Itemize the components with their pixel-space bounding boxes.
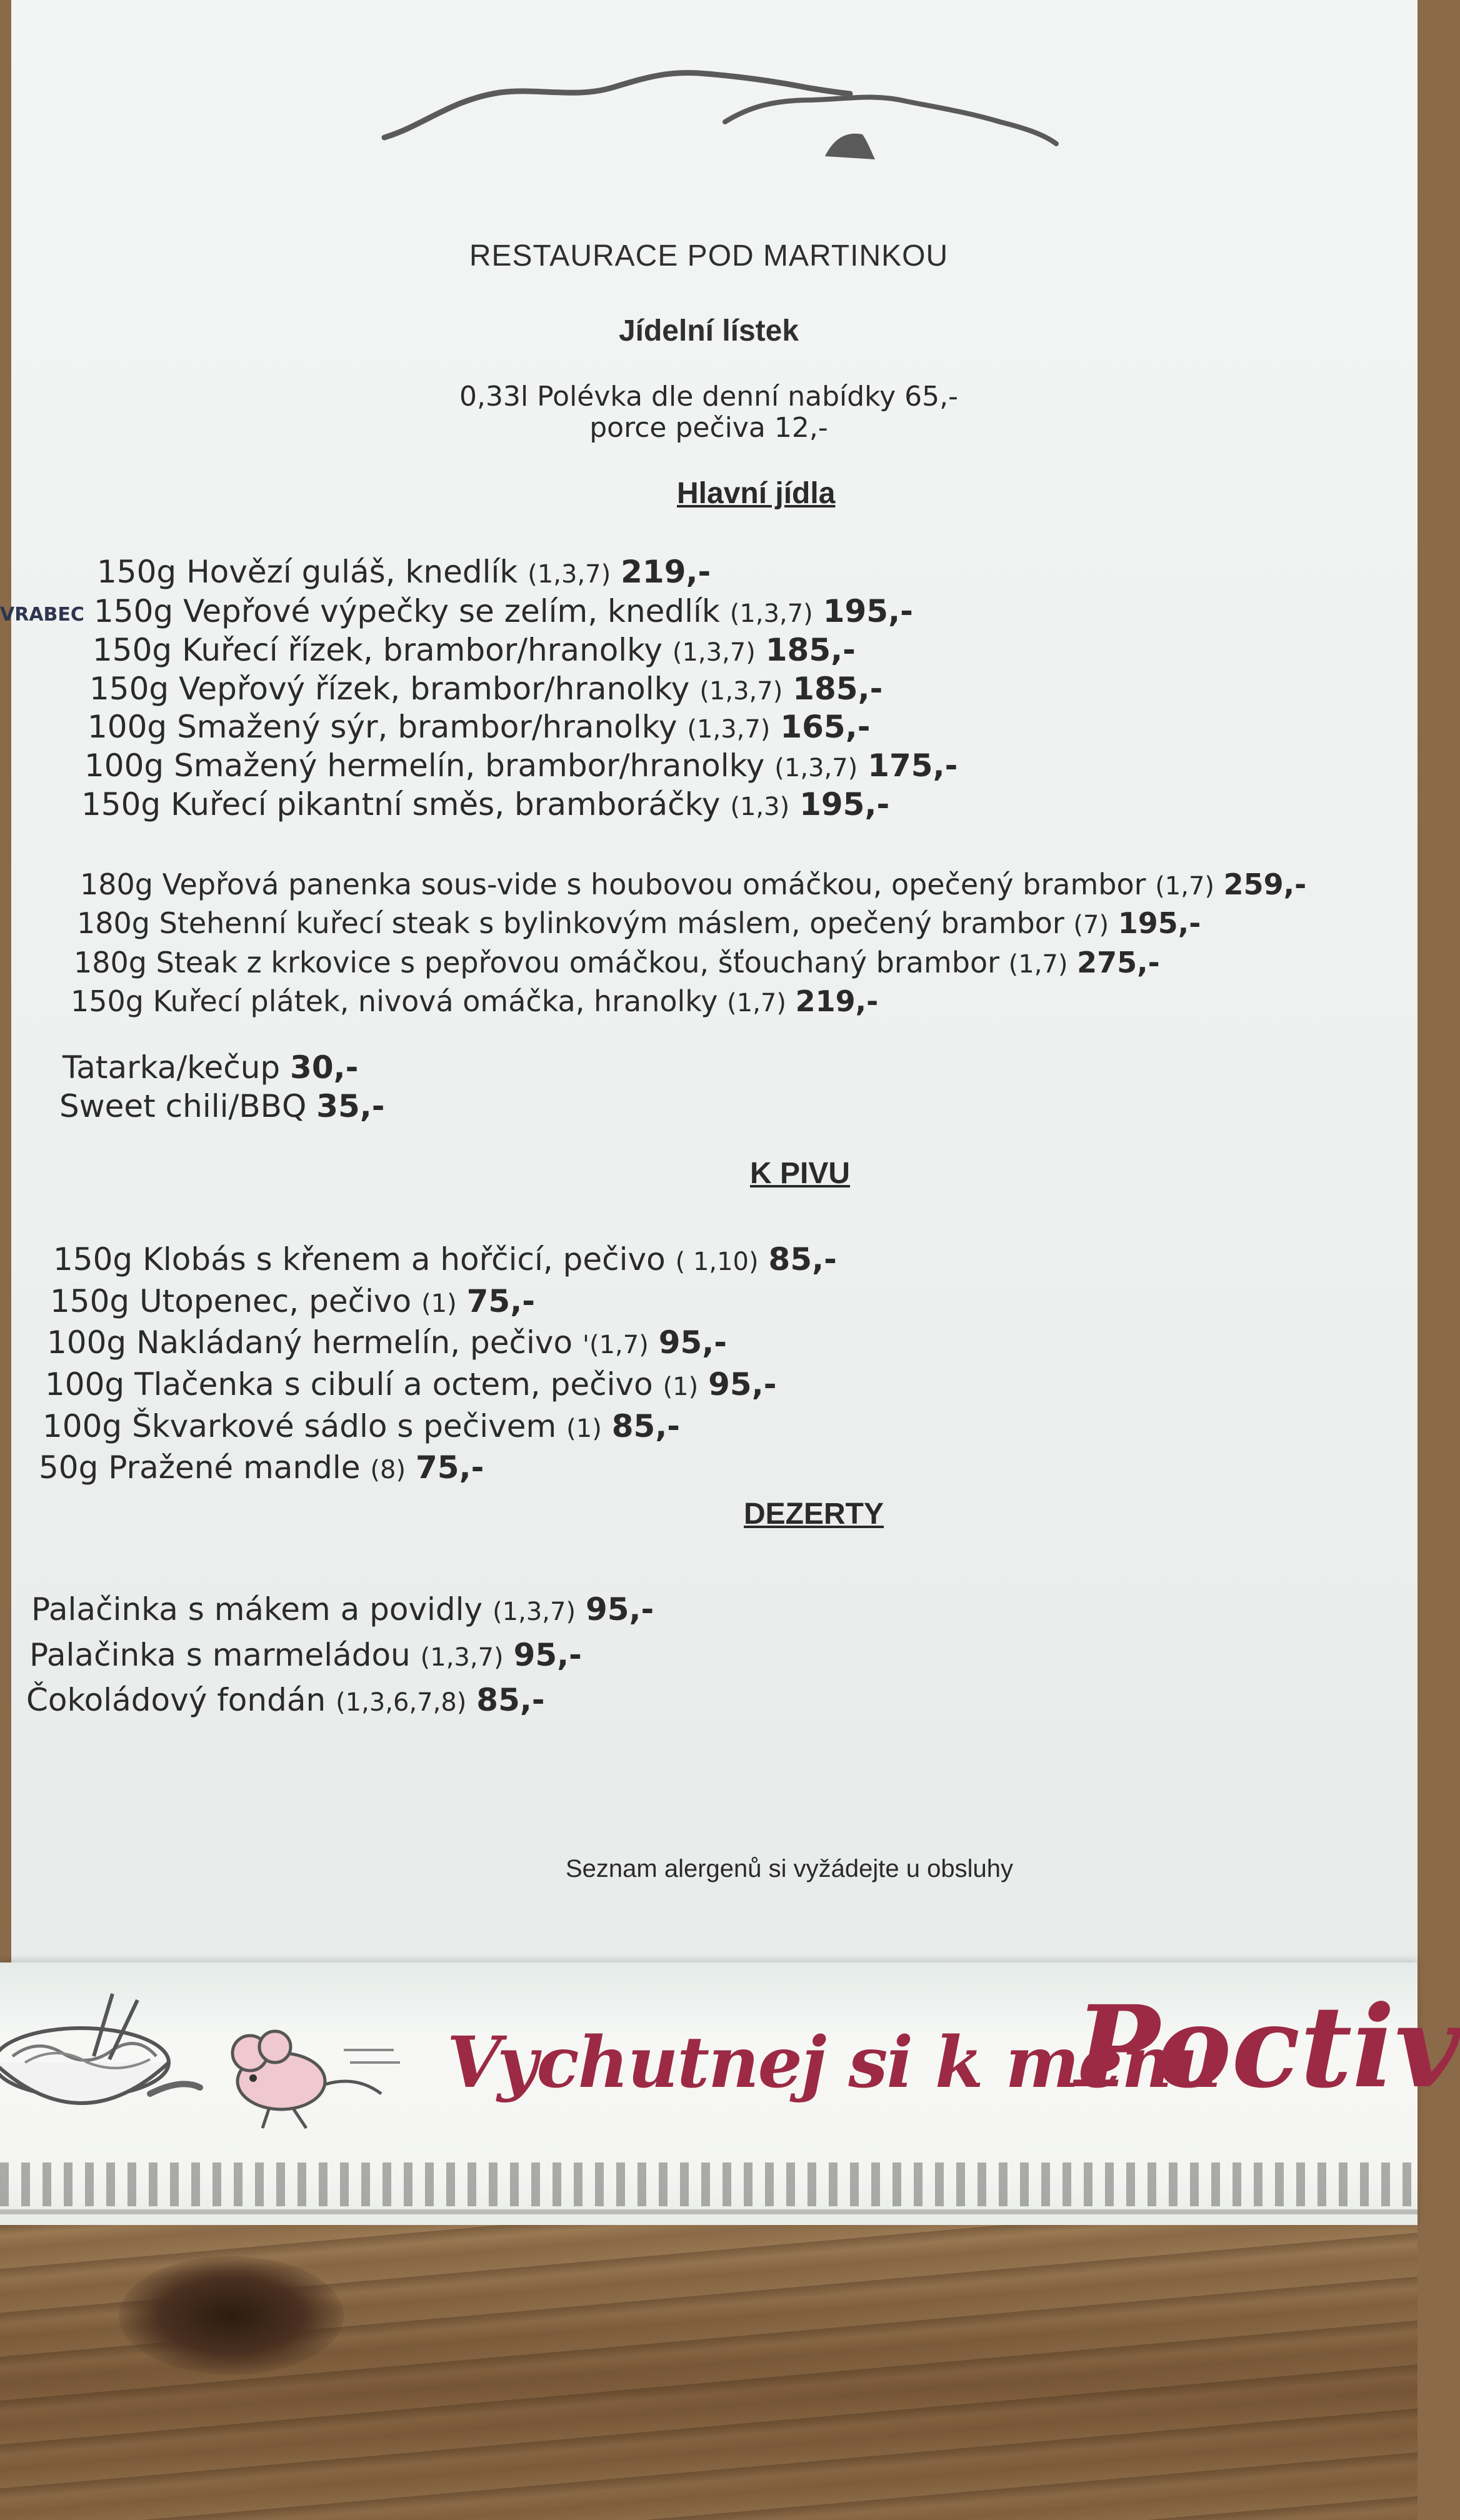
item-name: 100g Smažený sýr, brambor/hranolky: [88, 709, 678, 745]
item-price: 85,-: [768, 1241, 837, 1278]
item-allergens: (1,3): [730, 792, 790, 821]
bread-line: porce pečiva 12,-: [589, 412, 828, 444]
item-name: 150g Kuřecí pikantní směs, bramboráčky: [81, 786, 721, 822]
section-beer-snacks: K PIVU: [750, 1157, 851, 1190]
item-price: 35,-: [316, 1088, 385, 1124]
item-name: 50g Pražené mandle: [39, 1449, 361, 1486]
menu-item: [88, 708, 870, 748]
item-allergens: (1): [662, 1372, 699, 1401]
menu-item: [92, 631, 856, 671]
item-allergens: (1,3,7): [528, 560, 611, 589]
item-allergens: (1,3,7): [687, 715, 771, 744]
menu-item: [81, 786, 889, 826]
soup-line: 0,33l Polévka dle denní nabídky 65,-: [459, 381, 958, 412]
menu-item: [47, 1324, 727, 1364]
item-allergens: (1,3,7): [699, 677, 783, 706]
item-price: 95,-: [658, 1324, 728, 1361]
menu-title: Jídelní lístek: [618, 314, 799, 348]
item-price: 195,-: [799, 786, 890, 822]
item-allergens: (7): [1073, 911, 1109, 939]
section-desserts: DEZERTY: [744, 1498, 884, 1531]
item-allergens: (1,3,7): [420, 1643, 504, 1672]
menu-item: [42, 1408, 680, 1448]
item-price: 219,-: [621, 554, 711, 590]
item-price: 95,-: [585, 1591, 654, 1628]
item-name: 150g Hovězí guláš, knedlík: [97, 554, 518, 590]
item-name: 150g Kuřecí plátek, nivová omáčka, hranolky: [71, 984, 718, 1018]
item-allergens: (1,3,7): [774, 754, 858, 782]
banner-brand: Poctiv: [1075, 1981, 1460, 2113]
allergen-note: Seznam alergenů si vyžádejte u obsluhy: [566, 1855, 1013, 1882]
item-price: 165,-: [780, 709, 871, 745]
item-price: 185,-: [765, 632, 856, 668]
mouse-mascot-icon: [206, 2025, 406, 2138]
item-allergens: (1): [421, 1289, 457, 1318]
item-price: 95,-: [708, 1366, 777, 1402]
item-name: 150g Vepřový řízek, brambor/hranolky: [89, 671, 690, 707]
menu-item: [89, 670, 882, 710]
item-name: Tatarka/kečup: [62, 1049, 281, 1086]
item-price: 195,-: [1118, 906, 1201, 940]
item-name: Palačinka s marmeládou: [29, 1637, 411, 1673]
item-price: 275,-: [1077, 946, 1160, 979]
item-name: 150g Utopenec, pečivo: [50, 1283, 412, 1319]
sauce-item: [62, 1049, 358, 1086]
item-name: Čokoládový fondán: [26, 1682, 326, 1718]
item-allergens: (1,7): [1155, 872, 1215, 901]
menu-item: [97, 553, 711, 593]
item-price: 259,-: [1223, 868, 1307, 901]
item-allergens: (1,7): [727, 989, 786, 1018]
item-name: 180g Steak z krkovice s pepřovou omáčkou, šťouchaný brambor: [74, 946, 1000, 979]
item-price: 85,-: [611, 1408, 681, 1444]
item-allergens: (1,7): [1008, 950, 1068, 979]
item-name: 150g Kuřecí řízek, brambor/hranolky: [92, 632, 662, 668]
item-allergens: (1,3,6,7,8): [336, 1688, 467, 1717]
restaurant-name: RESTAURACE POD MARTINKOU: [469, 239, 949, 272]
item-price: 219,-: [795, 984, 879, 1018]
item-allergens: (1,3,7): [492, 1598, 576, 1626]
menu-item: [84, 747, 958, 787]
item-price: 185,-: [792, 671, 883, 707]
item-name: 180g Stehenní kuřecí steak s bylinkovým máslem, opečený brambor: [77, 906, 1064, 940]
menu-item: [50, 1282, 535, 1322]
decorative-border: [0, 2162, 1418, 2206]
item-allergens: (1,3,7): [729, 599, 813, 628]
item-allergens: (1): [566, 1414, 602, 1443]
item-price: 75,-: [416, 1449, 484, 1486]
wood-knot: [119, 2256, 344, 2375]
item-name: Sweet chili/BBQ: [59, 1088, 307, 1124]
item-price: 195,-: [822, 593, 913, 629]
menu-item: [71, 982, 878, 1022]
item-allergens: (8): [370, 1456, 406, 1484]
item-name: 100g Nakládaný hermelín, pečivo: [47, 1324, 573, 1361]
item-name: 150g Klobás s křenem a hořčicí, pečivo: [53, 1241, 666, 1278]
item-name: 150g Vepřové výpečky se zelím, knedlík: [94, 593, 720, 629]
menu-item: [77, 904, 1201, 944]
mountain-logo-icon: [375, 62, 1125, 175]
item-price: 75,-: [466, 1283, 535, 1319]
item-allergens: '(1,7): [582, 1331, 649, 1359]
item-price: 30,-: [290, 1049, 359, 1086]
item-price: 175,-: [868, 748, 958, 784]
handwritten-note: VRABEC: [0, 604, 84, 626]
menu-item: [80, 866, 1306, 905]
item-price: 85,-: [476, 1682, 545, 1718]
item-name: 100g Smažený hermelín, brambor/hranolky: [84, 748, 765, 784]
menu-item: [53, 1241, 837, 1281]
item-price: 95,-: [513, 1637, 582, 1673]
menu-item: [29, 1636, 582, 1676]
item-allergens: ( 1,10): [675, 1248, 759, 1276]
item-name: 100g Škvarkové sádlo s pečivem: [42, 1408, 557, 1444]
banner-slogan: Vychutnej si k menu: [447, 2022, 1221, 2104]
item-name: Palačinka s mákem a povidly: [31, 1591, 483, 1628]
menu-item: [31, 1591, 654, 1631]
menu-item: [94, 592, 913, 632]
noodle-bowl-icon: [0, 1969, 225, 2156]
sauce-item: [59, 1088, 385, 1125]
decorative-border-line: [0, 2209, 1418, 2214]
menu-item: [45, 1366, 776, 1406]
menu-item: [74, 944, 1160, 983]
section-main-dishes: Hlavní jídla: [677, 477, 836, 510]
item-allergens: (1,3,7): [672, 638, 756, 667]
menu-item: [26, 1681, 545, 1721]
item-name: 100g Tlačenka s cibulí a octem, pečivo: [45, 1366, 653, 1402]
item-name: 180g Vepřová panenka sous-vide s houbovou omáčkou, opečený brambor: [80, 868, 1146, 901]
menu-item: [39, 1449, 484, 1489]
